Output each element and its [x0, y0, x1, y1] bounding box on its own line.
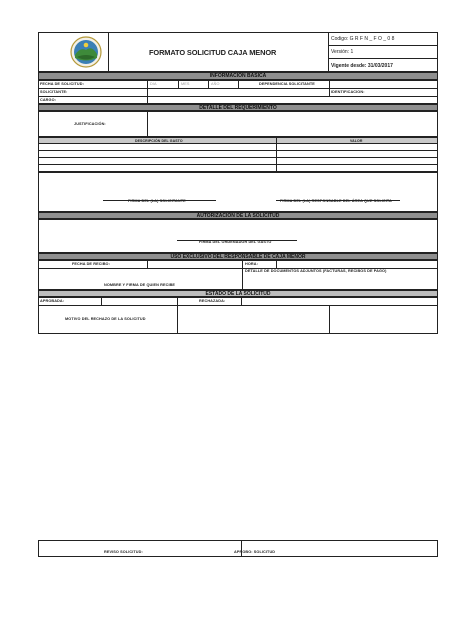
firma-responsable-label: FIRMA DEL (LA) RESPONSABLE DEL ÁREA QUE SOLICITA: [280, 199, 392, 203]
fecha-recibo-field[interactable]: [148, 261, 241, 267]
section-detalle: DETALLE DEL REQUERIMIENTO: [38, 104, 438, 111]
form-code: Codigo: G R F N _ F O _ 0 8: [331, 36, 395, 42]
nombre-firma-label: NOMBRE Y FIRMA DE QUIEN RECIBE: [104, 283, 176, 287]
hora-field[interactable]: [277, 261, 437, 267]
aprobo-solicitud-label: APROBO: SOLICITUD: [234, 550, 276, 554]
aprobada-field[interactable]: [102, 298, 176, 304]
solicitante-field[interactable]: [148, 89, 328, 95]
detalle-documentos-label: DETALLE DE DOCUMENTOS ADJUNTOS (FACTURAS, RECIBOS DE PAGO): [245, 269, 387, 273]
firmas-box: [38, 172, 438, 212]
aprobada-label: APROBADA:: [40, 299, 65, 303]
ano-field[interactable]: AÑO: [211, 82, 220, 86]
justificacion-label: JUSTIFICACIÓN:: [74, 122, 106, 126]
justificacion-field[interactable]: [148, 112, 437, 136]
form-version: Versión: 1: [331, 49, 354, 55]
dia-field[interactable]: DIA: [150, 82, 157, 86]
autorizacion-box: [38, 219, 438, 253]
col-descripcion: DESCRIPCIÓN DEL GASTO: [135, 138, 183, 143]
fecha-recibo-label: FECHA DE RECIBO:: [72, 262, 110, 266]
solicitante-label: SOLICITANTE:: [40, 90, 68, 94]
firma-solicitante-label: FIRMA DEL (LA) SOLICITANTE: [128, 199, 186, 203]
dependencia-field[interactable]: [330, 81, 437, 87]
section-uso-exclusivo: USO EXCLUSIVO DEL RESPONSABLE DE CAJA MENOR: [38, 253, 438, 260]
rechazada-label: RECHAZADA:: [199, 299, 226, 303]
footer-box: [38, 540, 438, 557]
motivo-rechazo-label: MOTIVO DEL RECHAZO DE LA SOLICITUD: [65, 317, 146, 321]
rechazada-field[interactable]: [242, 298, 437, 304]
identificacion-label: IDENTIFICACION:: [331, 90, 365, 94]
firma-ordenador-label: FIRMA DEL ORDENADOR DEL GASTO: [199, 240, 272, 244]
form-vigente: Vigente desde: 31/03/2017: [331, 63, 393, 69]
form-title: FORMATO SOLICITUD CAJA MENOR: [149, 48, 277, 57]
mes-field[interactable]: MES: [181, 82, 190, 86]
motivo-rechazo-field[interactable]: [178, 306, 328, 333]
hora-label: HORA:: [245, 262, 258, 266]
cargo-label: CARGO:: [40, 98, 56, 102]
fecha-solicitud-label: FECHA DE SOLICITUD:: [40, 82, 84, 86]
institution-logo: [70, 36, 102, 68]
col-valor: VALOR: [350, 138, 363, 143]
dependencia-label: DEPENDENCIA SOLICITANTE: [259, 82, 315, 86]
section-autorizacion: AUTORIZACIÓN DE LA SOLICITUD: [38, 212, 438, 219]
section-info-basica: INFORMACIÓN BASICA: [38, 72, 438, 80]
section-estado: ESTADO DE LA SOLICITUD: [38, 290, 438, 297]
cargo-field[interactable]: [148, 97, 437, 103]
reviso-solicitud-label: REVISO SOLICITUD:: [104, 550, 143, 554]
